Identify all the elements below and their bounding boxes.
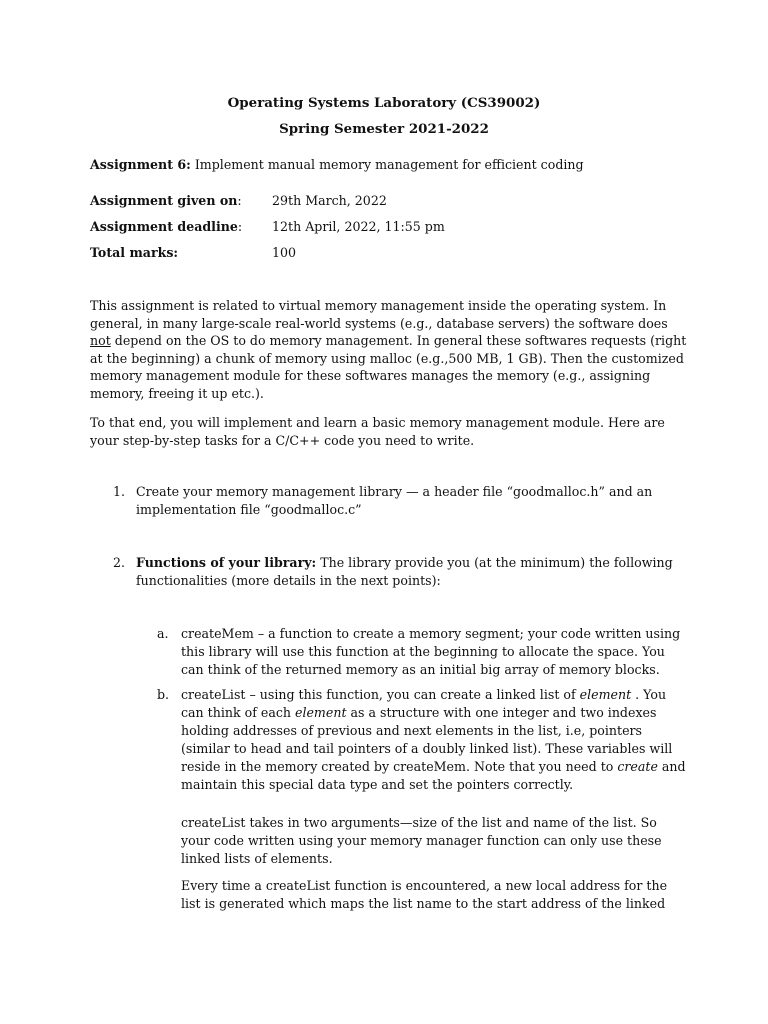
meta-deadline-row (90, 218, 650, 238)
intro-paragraph-1: This assignment is related to virtual memory management inside the operating system. In general, in many large-scale real-world systems (e.g., database servers) the software does not depend on the OS to do memory management. In general these softwares requests (right at the beginning) a chunk of memory using malloc (e.g.,500 MB, 1 GB). Then the customized memory management module for these softwares manages the memory (e.g., assigning memory, freeing it up etc.). (90, 298, 687, 401)
subitem-b-paragraph-2: createList takes in two arguments—size of the list and name of the list. So your code written using your memory manager function can only use these linked lists of elements. (181, 815, 662, 866)
meta-given-row (90, 192, 650, 212)
assignment-description: Implement manual memory management for efficient coding (194, 157, 584, 172)
list-text-1: Create your memory management library — a header file “goodmalloc.h” and an implementation file “goodmalloc.c” (136, 484, 653, 517)
meta-marks-label: Total marks: (90, 245, 179, 260)
meta-deadline-label: Assignment deadline: (90, 219, 243, 234)
not-emphasis: not (90, 333, 111, 349)
meta-marks-row (90, 244, 650, 264)
subitem-a-text: createMem – a function to create a memory segment; your code written using this library will use this function at the beginning to allocate the space. You can think of the returned memory as an initial big array of memory blocks. (181, 626, 681, 677)
subitem-b-label: b. (157, 687, 170, 702)
assignment-heading (90, 156, 710, 174)
meta-marks-value: 100 (272, 245, 297, 260)
list-text-2: Functions of your library: The library provide you (at the minimum) the following functionalities (more details in the next points): (136, 555, 673, 588)
meta-given-value: 29th March, 2022 (272, 193, 387, 208)
assignment-label: Assignment 6: (90, 157, 191, 172)
intro-paragraph-2: To that end, you will implement and learn a basic memory management module. Here are your step-by-step tasks for a C/C++ code you need to write. (90, 415, 665, 448)
course-title: Operating Systems Laboratory (CS39002) (227, 95, 541, 111)
subitem-a-label: a. (157, 626, 169, 641)
list-number-1: 1. (112, 484, 125, 499)
list-number-2: 2. (112, 555, 125, 570)
semester-title: Spring Semester 2021-2022 (279, 121, 489, 137)
subitem-b-paragraph-3: Every time a createList function is encountered, a new local address for the list is generated which maps the list name to the start address of the linked (181, 878, 668, 911)
meta-given-label: Assignment given on: (90, 193, 242, 208)
subitem-b-text: createList – using this function, you can create a linked list of element . You can think of each element as a structure with one integer and two indexes holding addresses of previous and next elements in the list, i.e, pointers (similar to head and tail pointers of a doubly linked list). These variables will reside in the memory created by createMem. Note that you need to create and maintain this special data type and set the pointers correctly. (181, 687, 686, 792)
meta-deadline-value: 12th April, 2022, 11:55 pm (272, 219, 445, 234)
functions-heading: Functions of your library: (136, 555, 317, 570)
